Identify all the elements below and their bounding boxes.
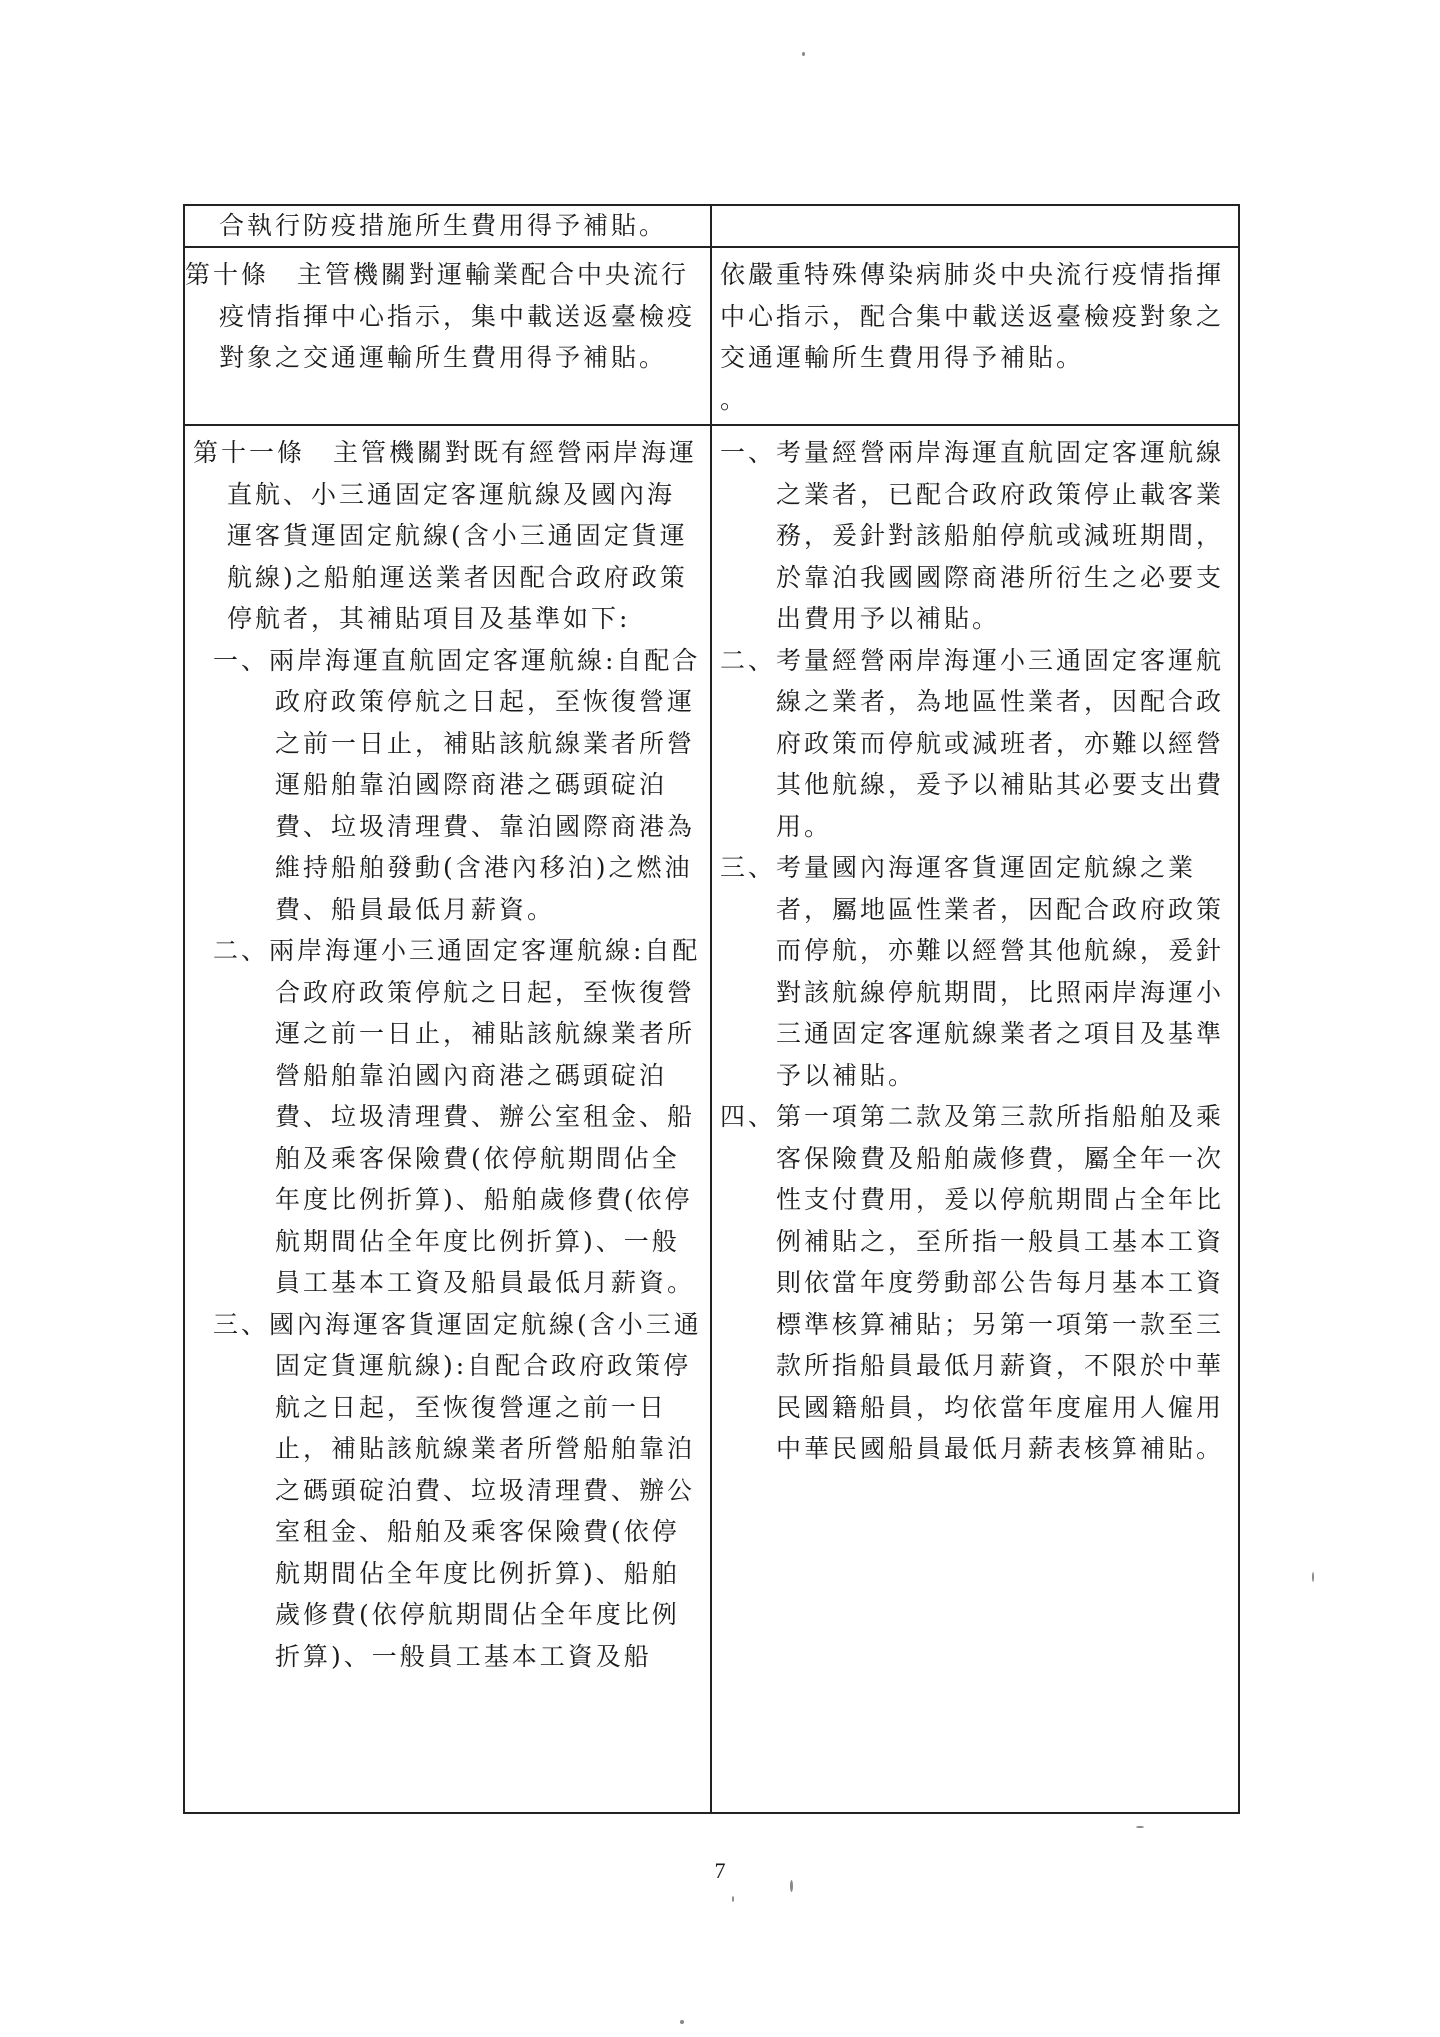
comparison-table — [183, 204, 1240, 1814]
scan-speck — [680, 2020, 684, 2024]
scan-speck — [732, 1896, 734, 1902]
scan-speck — [1312, 1572, 1314, 1582]
page-number: 7 — [714, 1858, 726, 1883]
table-cell-left — [184, 205, 711, 247]
article-11-text: 第十一條 主管機關對既有經營兩岸海運直航、小三通固定客運航線及國內海運客貨運固定航線(含小三通固定貨運航線)之船舶運送業者因配合政府政策停航者，其補貼項目及基準如下: — [193, 438, 698, 633]
article-10-text: 第十條 主管機關對運輸業配合中央流行疫情指揮中心指示，集中載送返臺檢疫對象之交通運輸所生費用得予補貼。 — [185, 260, 696, 372]
table-cell-right — [711, 205, 1239, 247]
scan-speck — [790, 1880, 793, 1892]
explanation-item: 三、考量國內海運客貨運固定航線之業者，屬地區性業者，因配合政府政策而停航，亦難以經營其他航線，爰針對該航線停航期間，比照兩岸海運小三通固定客運航線業者之項目及基準予以補貼。 — [720, 853, 1225, 1090]
article-item: 一、兩岸海運直航固定客運航線:自配合政府政策停航之日起，至恢復營運之前一日止，補貼該航線業者所營運船舶靠泊國際商港之碼頭碇泊費、垃圾清理費、靠泊國際商港為維持船舶發動(含港內移泊)之燃油費、船員最低月薪資。 — [213, 645, 701, 924]
explanation-item: 一、考量經營兩岸海運直航固定客運航線之業者，已配合政府政策停止載客業務，爰針對該船舶停航或減班期間，於靠泊我國國際商港所衍生之必要支出費用予以補貼。 — [720, 438, 1225, 633]
table-cell-right — [711, 425, 1239, 1813]
table-cell-right — [711, 247, 1239, 425]
article-item: 二、兩岸海運小三通固定客運航線:自配合政府政策停航之日起，至恢復營運之前一日止，補貼該航線業者所營船舶靠泊國內商港之碼頭碇泊費、垃圾清理費、辦公室租金、船舶及乘客保險費(依停航期間佔全年度比例折算)、船舶歲修費(依停航期間佔全年度比例折算)、一般員工基本工資及船員最低月薪資。 — [213, 936, 701, 1297]
explanation-item: 二、考量經營兩岸海運小三通固定客運航線之業者，為地區性業者，因配合政府政策而停航或減班者，亦難以經營其他航線，爰予以補貼其必要支出費用。 — [720, 645, 1225, 841]
explanation-item: 四、第一項第二款及第三款所指船舶及乘客保險費及船舶歲修費，屬全年一次性支付費用，爰以停航期間占全年比例補貼之，至所指一般員工基本工資則依當年度勞動部公告每月基本工資標準核算補貼；另第一項第一款至三款所指船員最低月薪資，不限於中華民國籍船員，均依當年度雇用人僱用中華民國船員最低月薪表核算補貼。 — [720, 1102, 1225, 1463]
table-cell-left — [184, 247, 711, 425]
continued-text: 合執行防疫措施所生費用得予補貼。 — [219, 211, 668, 240]
article-item: 三、國內海運客貨運固定航線(含小三通固定貨運航線):自配合政府政策停航之日起，至恢復營運之前一日止，補貼該航線業者所營船舶靠泊之碼頭碇泊費、垃圾清理費、辦公室租金、船舶及乘客保險費(依停航期間佔全年度比例折算)、船舶歲修費(依停航期間佔全年度比例折算)、一般員工基本工資及船 — [213, 1309, 702, 1671]
scan-speck — [802, 52, 805, 56]
scan-speck — [1136, 1826, 1144, 1828]
table-row — [184, 247, 1239, 425]
table-row — [184, 425, 1239, 1813]
explanation-paragraph: 。 — [720, 384, 749, 414]
table-cell-left — [184, 425, 711, 1813]
explanation-paragraph: 依嚴重特殊傳染病肺炎中央流行疫情指揮中心指示，配合集中載送返臺檢疫對象之交通運輸所生費用得予補貼。 — [720, 260, 1225, 372]
table-row — [184, 205, 1239, 247]
